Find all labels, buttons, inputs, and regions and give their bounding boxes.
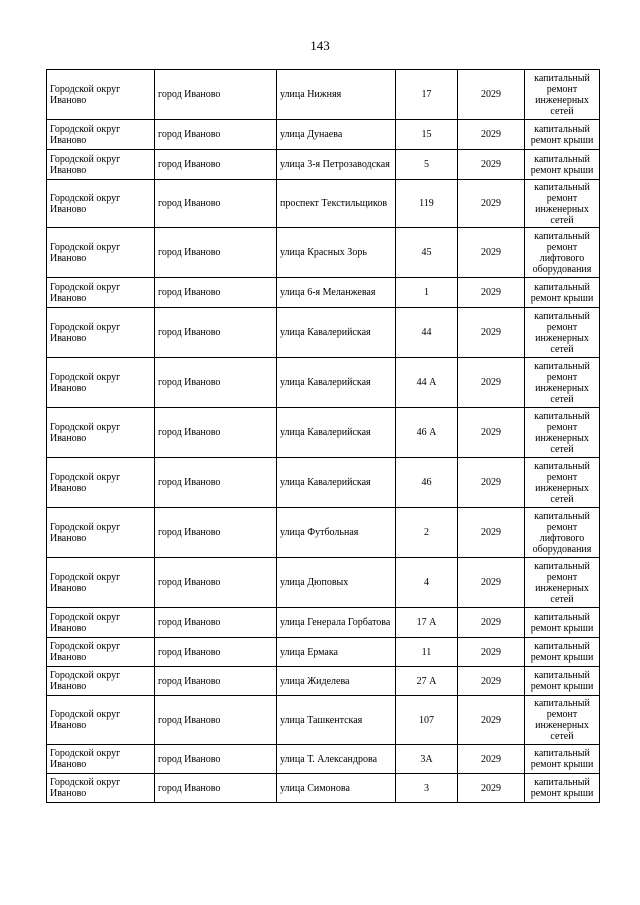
municipality-cell: Городской округ Иваново (47, 558, 155, 608)
year-cell: 2029 (458, 408, 525, 458)
municipality-cell: Городской округ Иваново (47, 180, 155, 228)
house-number-cell: 45 (396, 228, 458, 278)
table-row (47, 696, 600, 745)
repair-schedule-body (47, 70, 600, 803)
settlement-cell: город Иваново (155, 696, 277, 745)
table-row (47, 278, 600, 308)
municipality-cell: Городской округ Иваново (47, 70, 155, 120)
work-type-cell: капитальный ремонт крыши (525, 278, 600, 308)
year-cell: 2029 (458, 308, 525, 358)
work-type-cell: капитальный ремонт инженерных сетей (525, 408, 600, 458)
year-cell: 2029 (458, 358, 525, 408)
settlement-cell: город Иваново (155, 558, 277, 608)
table-row (47, 458, 600, 508)
year-cell: 2029 (458, 278, 525, 308)
work-type-cell: капитальный ремонт крыши (525, 745, 600, 774)
table-row (47, 70, 600, 120)
work-type-cell: капитальный ремонт крыши (525, 608, 600, 638)
table-row (47, 120, 600, 150)
year-cell: 2029 (458, 558, 525, 608)
street-cell: улица Красных Зорь (277, 228, 396, 278)
year-cell: 2029 (458, 774, 525, 803)
work-type-cell: капитальный ремонт крыши (525, 638, 600, 667)
street-cell: улица Дюповых (277, 558, 396, 608)
street-cell: улица Футбольная (277, 508, 396, 558)
settlement-cell: город Иваново (155, 638, 277, 667)
street-cell: улица Ермака (277, 638, 396, 667)
settlement-cell: город Иваново (155, 745, 277, 774)
year-cell: 2029 (458, 745, 525, 774)
municipality-cell: Городской округ Иваново (47, 696, 155, 745)
house-number-cell: 17 (396, 70, 458, 120)
settlement-cell: город Иваново (155, 508, 277, 558)
municipality-cell: Городской округ Иваново (47, 458, 155, 508)
municipality-cell: Городской округ Иваново (47, 638, 155, 667)
settlement-cell: город Иваново (155, 120, 277, 150)
house-number-cell: 27 А (396, 667, 458, 696)
settlement-cell: город Иваново (155, 308, 277, 358)
municipality-cell: Городской округ Иваново (47, 408, 155, 458)
house-number-cell: 3 (396, 774, 458, 803)
municipality-cell: Городской округ Иваново (47, 774, 155, 803)
house-number-cell: 107 (396, 696, 458, 745)
house-number-cell: 4 (396, 558, 458, 608)
settlement-cell: город Иваново (155, 180, 277, 228)
table-row (47, 180, 600, 228)
year-cell: 2029 (458, 508, 525, 558)
settlement-cell: город Иваново (155, 358, 277, 408)
street-cell: улица Кавалерийская (277, 308, 396, 358)
work-type-cell: капитальный ремонт лифтового оборудования (525, 228, 600, 278)
house-number-cell: 11 (396, 638, 458, 667)
street-cell: улица Т. Александрова (277, 745, 396, 774)
house-number-cell: 44 А (396, 358, 458, 408)
street-cell: улица Жиделева (277, 667, 396, 696)
street-cell: улица Симонова (277, 774, 396, 803)
table-row (47, 408, 600, 458)
street-cell: улица Кавалерийская (277, 458, 396, 508)
municipality-cell: Городской округ Иваново (47, 120, 155, 150)
table-row (47, 228, 600, 278)
municipality-cell: Городской округ Иваново (47, 667, 155, 696)
street-cell: улица Кавалерийская (277, 408, 396, 458)
house-number-cell: 44 (396, 308, 458, 358)
municipality-cell: Городской округ Иваново (47, 508, 155, 558)
page-number: 143 (310, 38, 330, 53)
work-type-cell: капитальный ремонт инженерных сетей (525, 558, 600, 608)
work-type-cell: капитальный ремонт крыши (525, 667, 600, 696)
house-number-cell: 17 А (396, 608, 458, 638)
work-type-cell: капитальный ремонт инженерных сетей (525, 358, 600, 408)
work-type-cell: капитальный ремонт крыши (525, 774, 600, 803)
table-row (47, 638, 600, 667)
year-cell: 2029 (458, 228, 525, 278)
repair-schedule-table (46, 69, 600, 803)
year-cell: 2029 (458, 667, 525, 696)
table-row (47, 308, 600, 358)
year-cell: 2029 (458, 70, 525, 120)
settlement-cell: город Иваново (155, 458, 277, 508)
municipality-cell: Городской округ Иваново (47, 608, 155, 638)
municipality-cell: Городской округ Иваново (47, 150, 155, 180)
work-type-cell: капитальный ремонт инженерных сетей (525, 70, 600, 120)
settlement-cell: город Иваново (155, 70, 277, 120)
table-row (47, 150, 600, 180)
work-type-cell: капитальный ремонт инженерных сетей (525, 696, 600, 745)
table-row (47, 774, 600, 803)
street-cell: улица Генерала Горбатова (277, 608, 396, 638)
work-type-cell: капитальный ремонт инженерных сетей (525, 180, 600, 228)
settlement-cell: город Иваново (155, 608, 277, 638)
year-cell: 2029 (458, 638, 525, 667)
house-number-cell: 3А (396, 745, 458, 774)
work-type-cell: капитальный ремонт крыши (525, 120, 600, 150)
settlement-cell: город Иваново (155, 228, 277, 278)
street-cell: улица Дунаева (277, 120, 396, 150)
settlement-cell: город Иваново (155, 150, 277, 180)
year-cell: 2029 (458, 150, 525, 180)
street-cell: улица Кавалерийская (277, 358, 396, 408)
house-number-cell: 1 (396, 278, 458, 308)
house-number-cell: 46 А (396, 408, 458, 458)
house-number-cell: 46 (396, 458, 458, 508)
municipality-cell: Городской округ Иваново (47, 308, 155, 358)
year-cell: 2029 (458, 696, 525, 745)
municipality-cell: Городской округ Иваново (47, 228, 155, 278)
street-cell: улица 3-я Петрозаводская (277, 150, 396, 180)
year-cell: 2029 (458, 608, 525, 638)
street-cell: проспект Текстильщиков (277, 180, 396, 228)
house-number-cell: 5 (396, 150, 458, 180)
table-row (47, 358, 600, 408)
municipality-cell: Городской округ Иваново (47, 745, 155, 774)
street-cell: улица 6-я Меланжевая (277, 278, 396, 308)
municipality-cell: Городской округ Иваново (47, 358, 155, 408)
settlement-cell: город Иваново (155, 774, 277, 803)
table-row (47, 745, 600, 774)
table-row (47, 558, 600, 608)
work-type-cell: капитальный ремонт инженерных сетей (525, 308, 600, 358)
work-type-cell: капитальный ремонт лифтового оборудования (525, 508, 600, 558)
house-number-cell: 119 (396, 180, 458, 228)
municipality-cell: Городской округ Иваново (47, 278, 155, 308)
table-row (47, 667, 600, 696)
house-number-cell: 15 (396, 120, 458, 150)
table-row (47, 508, 600, 558)
settlement-cell: город Иваново (155, 278, 277, 308)
year-cell: 2029 (458, 458, 525, 508)
street-cell: улица Ташкентская (277, 696, 396, 745)
work-type-cell: капитальный ремонт крыши (525, 150, 600, 180)
settlement-cell: город Иваново (155, 408, 277, 458)
year-cell: 2029 (458, 180, 525, 228)
year-cell: 2029 (458, 120, 525, 150)
house-number-cell: 2 (396, 508, 458, 558)
settlement-cell: город Иваново (155, 667, 277, 696)
table-row (47, 608, 600, 638)
work-type-cell: капитальный ремонт инженерных сетей (525, 458, 600, 508)
street-cell: улица Нижняя (277, 70, 396, 120)
